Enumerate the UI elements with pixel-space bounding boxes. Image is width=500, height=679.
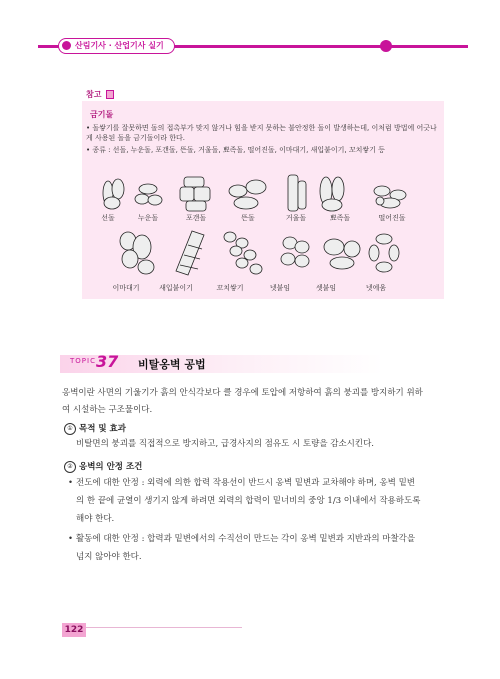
intro-line-1: 옹벽이란 사면의 기울기가 흙의 안식각보다 클 경우에 토압에 저항하여 흙의 붕괴를 방지하기 위하 (62, 388, 423, 398)
reference-label (86, 89, 114, 100)
bullet-dot: • (68, 478, 74, 488)
note-icon (106, 90, 114, 99)
stone-illustrations-row1 (92, 171, 432, 215)
series-title: 산림기사 · 산업기사 실기 (75, 41, 164, 50)
topic-tag: TOPIC (70, 357, 96, 365)
section-title: 옹벽의 안정 조건 (79, 462, 143, 472)
reference-box (82, 101, 444, 299)
stone-caption: 누운돌 (137, 214, 159, 222)
intro-line-2: 여 시설하는 구조물이다. (62, 405, 153, 415)
header-dot (380, 40, 392, 52)
stone-caption: 떨어진돌 (378, 214, 406, 222)
reference-bullet-types: • 종류 : 선돌, 누운돌, 포갠돌, 뜬돌, 거울돌, 뾰족돌, 떨어진돌, 이마대기, 새입붙이기, 꼬치쌓기 등 (86, 146, 385, 154)
section-marker: ① (64, 423, 76, 435)
list-item-line: 의 한 끝에 균열이 생기지 않게 하려면 외력의 합력이 밑너비의 중앙 1/3 이내에서 작용하도록 (76, 496, 421, 506)
stone-caption: 셋붙임 (315, 284, 337, 292)
topic-number: 37 (96, 352, 119, 371)
series-badge (58, 38, 175, 54)
page-number: 122 (62, 623, 86, 637)
stone-caption: 뜬돌 (241, 214, 255, 222)
header-bar (38, 38, 468, 54)
list-item (68, 530, 446, 566)
footer-rule (62, 627, 242, 628)
section-heading-purpose (64, 422, 126, 435)
section-text-purpose: 비탈면의 붕괴를 직접적으로 방지하고, 급경사지의 점유도 시 토량을 감소시킨다. (76, 439, 374, 449)
section-title: 목적 및 효과 (79, 424, 126, 434)
list-item-line: 전도에 대한 안정 : 외력에 의한 합력 작용선이 반드시 옹벽 밑변과 교차해야 하며, 옹벽 밑변 (76, 478, 415, 488)
reference-label-text: 참고 (86, 90, 102, 99)
stone-caption: 포갠돌 (185, 214, 207, 222)
reference-heading: 금기돌 (90, 110, 114, 119)
stone-caption: 꼬치쌓기 (216, 284, 244, 292)
topic-title: 비탈옹벽 공법 (138, 358, 206, 371)
series-dot-icon (62, 41, 71, 50)
reference-bullet-definition: • 돌쌓기를 잘못하면 돌의 접촉부가 맞지 않거나 힘을 받지 못하는 불안정한 돌이 발생하는데, 이처럼 방법에 어긋나게 사용된 돌을 금기돌이라 한다. (86, 124, 437, 142)
topic-header (60, 352, 440, 374)
stone-caption: 이마대기 (112, 284, 140, 292)
stone-caption: 거울돌 (285, 214, 307, 222)
stone-illustrations-row2 (112, 225, 412, 279)
stone-caption: 뾰족돌 (329, 214, 351, 222)
list-item-line: 넘지 않아야 한다. (76, 552, 142, 562)
list-item (68, 474, 446, 528)
section-heading-stability (64, 460, 142, 473)
stone-caption: 선돌 (101, 214, 115, 222)
section-marker: ② (64, 461, 76, 473)
stone-caption: 넷에움 (365, 284, 387, 292)
list-item-line: 해야 한다. (76, 514, 115, 524)
stone-caption: 새입붙이기 (159, 284, 193, 292)
bullet-dot: • (68, 534, 74, 544)
list-item-line: 활동에 대한 안정 : 합력과 밑변에서의 수직선이 만드는 각이 옹벽 밑변과 지반과의 마찰각을 (76, 534, 416, 544)
stone-caption: 넷붙임 (269, 284, 291, 292)
